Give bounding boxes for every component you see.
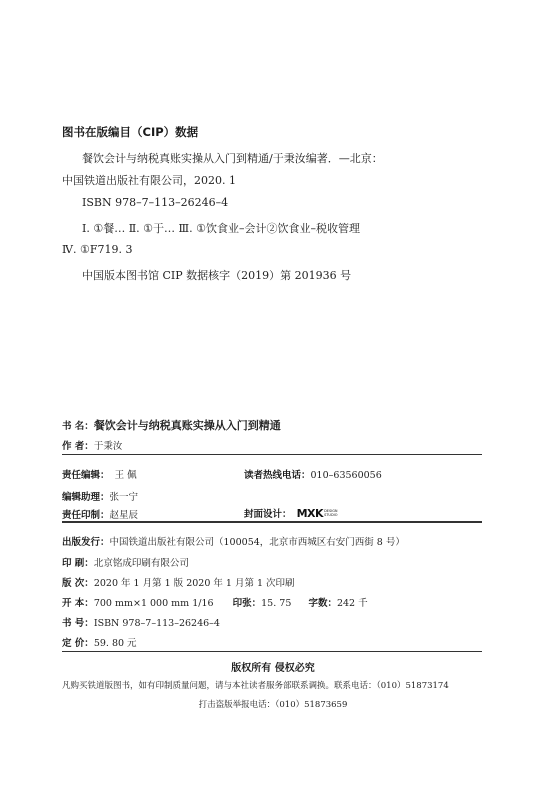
author-row [62, 434, 122, 453]
assistant-value: 张一宁 [109, 492, 139, 503]
print-manager-row [62, 503, 138, 522]
publisher-value: 中国铁道出版社有限公司（100054，北京市西城区右安门西街 8 号） [109, 537, 405, 548]
format-value: 700 mm×1 000 mm 1/16 [93, 598, 214, 609]
format-row [62, 591, 368, 610]
assistant-row [62, 485, 138, 504]
hotline-value: 010–63560056 [310, 470, 382, 481]
cip-title: 图书在版编目（CIP）数据 [62, 125, 199, 139]
print-manager-value: 赵星辰 [109, 510, 139, 521]
divider-rule-thick [62, 521, 482, 523]
author-label: 作 者： [62, 441, 94, 452]
author-value: 于秉汝 [93, 441, 123, 452]
sheets-value: 15. 75 [261, 598, 292, 609]
logo-subtext-2: STUDIO [324, 512, 338, 517]
cip-line-publisher: 中国铁道出版社有限公司，2020. 1 [62, 174, 236, 187]
editor-label: 责任编辑： [62, 470, 110, 481]
sheets-label: 印张： [232, 598, 262, 609]
cip-line-classification: Ⅰ. ①餐… Ⅱ. ①于… Ⅲ. ①饮食业–会计②饮食业–税收管理 [82, 222, 360, 235]
quality-notice: 凡购买铁道版图书，如有印制质量问题，请与本社读者服务部联系调换。联系电话：（010）51873174 [62, 681, 449, 691]
editor-row [62, 463, 137, 482]
divider-rule [62, 454, 482, 455]
cip-line-clc: Ⅳ. ①F719. 3 [62, 243, 133, 256]
edition-row [62, 571, 295, 590]
design-studio-logo-subtext [324, 509, 338, 517]
book-title-value: 餐饮会计与纳税真账实操从入门到精通 [93, 419, 281, 432]
format-label: 开 本： [62, 598, 94, 609]
publisher-row [62, 530, 405, 549]
hotline-label: 读者热线电话： [244, 470, 311, 481]
book-title-row [62, 414, 281, 433]
words-label: 字数： [308, 598, 337, 609]
price-value: 59. 80 元 [93, 638, 137, 649]
publisher-label: 出版发行： [62, 537, 110, 548]
words-value: 242 千 [336, 598, 368, 609]
isbn-row [62, 611, 220, 630]
edition-label: 版 次： [62, 578, 94, 589]
divider-rule-bottom [62, 651, 482, 652]
cover-design-row [244, 502, 338, 521]
price-label: 定 价： [62, 638, 94, 649]
isbn-label: 书 号： [62, 618, 94, 629]
cover-design-label: 封面设计： [244, 509, 292, 520]
printer-row [62, 551, 189, 570]
print-manager-label: 责任印制： [62, 510, 110, 521]
hotline-row [244, 463, 382, 482]
copyright-notice: 版权所有 侵权必究 [231, 663, 315, 674]
printer-label: 印 刷： [62, 558, 94, 569]
editor-value: 王 佩 [114, 470, 137, 481]
isbn-value: ISBN 978–7–113–26246–4 [93, 618, 220, 629]
piracy-hotline: 打击盗版举报电话：（010）51873659 [198, 700, 348, 710]
design-studio-logo: MXK [296, 507, 324, 520]
edition-value: 2020 年 1 月第 1 版 2020 年 1 月第 1 次印刷 [93, 578, 295, 589]
assistant-label: 编辑助理： [62, 492, 110, 503]
cip-line-isbn: ISBN 978–7–113–26246–4 [82, 196, 229, 209]
cip-line-record-number: 中国版本图书馆 CIP 数据核字（2019）第 201936 号 [82, 269, 352, 282]
printer-value: 北京铭成印刷有限公司 [93, 558, 189, 569]
cip-line-title: 餐饮会计与纳税真账实操从入门到精通/于秉汝编著．—北京： [82, 152, 383, 165]
logo-subtext-1: DESIGN [324, 508, 338, 513]
book-title-label: 书 名： [62, 421, 94, 432]
price-row [62, 631, 137, 650]
